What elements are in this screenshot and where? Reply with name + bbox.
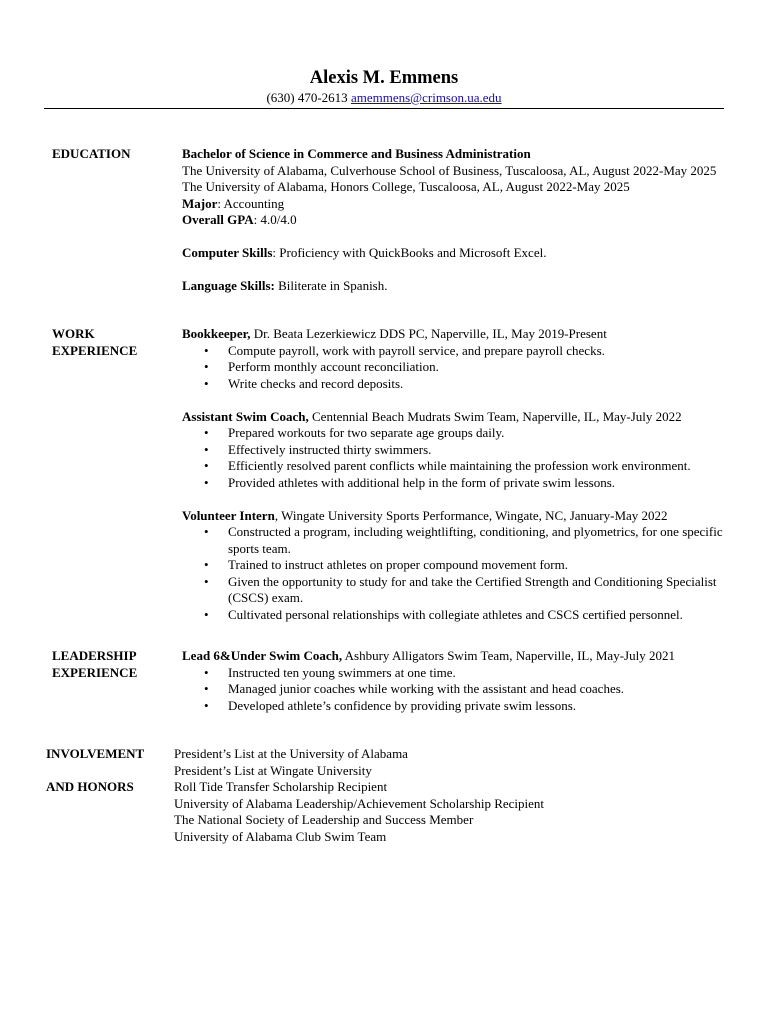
job-details: , Wingate University Sports Performance, Wingate, NC, January-May 2022 [274,507,668,523]
bullet-item: • Developed athlete’s confidence by providing private swim lessons. [182,698,727,715]
contact-line [0,90,768,106]
leadership-label-line2: EXPERIENCE [52,664,138,680]
involvement-label-line2: AND HONORS [46,779,134,794]
bullet-item: • Trained to instruct athletes on proper compound movement form. [182,557,727,574]
leadership-label-line1: LEADERSHIP [52,648,137,663]
job-entry [182,326,727,392]
email-link[interactable]: amemmens@crimson.ua.edu [350,90,502,105]
job-title: Assistant Swim Coach, [182,408,309,424]
involvement-label [46,746,171,796]
leadership-bullets [182,665,727,715]
candidate-name: Alexis M. Emmens [309,68,459,88]
job-details: Centennial Beach Mudrats Swim Team, Naperville, IL, May-July 2022 [308,408,682,424]
bullet-item: • Perform monthly account reconciliation. [182,359,727,376]
job-title: Volunteer Intern [182,507,275,523]
honor-item: University of Alabama Leadership/Achievement Scholarship Recipient [174,795,545,811]
degree: Bachelor of Science in Commerce and Business Administration [182,146,531,161]
job-title: Bookkeeper, [182,326,251,341]
work-experience-content [182,326,727,640]
major-value: : Accounting [217,195,285,211]
gpa-label: Overall GPA [182,212,254,227]
leadership-title: Lead 6&Under Swim Coach, [182,648,343,663]
computer-skills-label: Computer Skills [182,245,273,260]
honor-item: University of Alabama Club Swim Team [174,828,387,844]
honor-item: President’s List at the University of Alabama [174,746,408,761]
leadership-heading [182,648,727,665]
honor-item: The National Society of Leadership and Success Member [174,812,474,827]
involvement-label-line1: INVOLVEMENT [46,746,145,761]
computer-skills-value: : Proficiency with QuickBooks and Microsoft Excel. [272,245,547,260]
bullet-item: • Provided athletes with additional help in the form of private swim lessons. [182,475,727,492]
gpa-value: : 4.0/4.0 [253,212,297,227]
job-heading [182,409,727,426]
bullet-item: • Write checks and record deposits. [182,376,727,393]
bullet-item: • Compute payroll, work with payroll service, and prepare payroll checks. [182,343,727,360]
language-skills-value: Biliterate in Spanish. [274,278,388,293]
language-skills-label: Language Skills: [182,278,275,293]
work-label-line2: EXPERIENCE [52,342,138,358]
bullet-item: • Constructed a program, including weightlifting, conditioning, and plyometrics, for one specific sports team. [182,524,727,557]
resume-header [0,66,768,106]
education-content [182,146,727,295]
work-label-line1: WORK [52,326,95,341]
school-honors: The University of Alabama, Honors College, Tuscaloosa, AL, August 2022-May 2025 [182,179,630,194]
header-divider [44,108,724,109]
job-details: Dr. Beata Lezerkiewicz DDS PC, Naperville, IL, May 2019-Present [250,326,607,341]
gpa-line [182,212,727,229]
education-label: EDUCATION [52,146,131,161]
honor-item: Roll Tide Transfer Scholarship Recipient [174,779,388,794]
phone-number: (630) 470-2613 [266,90,348,105]
computer-skills-line [182,245,727,262]
bullet-item: • Managed junior coaches while working with the assistant and head coaches. [182,681,727,698]
leadership-details: Ashbury Alligators Swim Team, Naperville, IL, May-July 2021 [342,648,675,663]
job-bullets [182,425,727,491]
school-culverhouse: The University of Alabama, Culverhouse School of Business, Tuscaloosa, AL, August 2022-May 2025 [182,162,717,178]
bullet-item: • Efficiently resolved parent conflicts while maintaining the profession work environment. [182,458,727,475]
job-entry [182,409,727,492]
leadership-label [52,648,177,681]
bullet-item: • Effectively instructed thirty swimmers. [182,442,727,459]
job-bullets [182,524,727,623]
work-experience-label [52,326,177,359]
job-heading [182,508,727,525]
job-heading [182,326,727,343]
bullet-item: • Prepared workouts for two separate age groups daily. [182,425,727,442]
involvement-content [174,746,719,845]
job-bullets [182,343,727,393]
major-line [182,196,727,213]
bullet-item: • Instructed ten young swimmers at one time. [182,665,727,682]
bullet-item: • Given the opportunity to study for and take the Certified Strength and Conditioning Specialist (CSCS) exam. [182,574,727,607]
language-skills-line [182,278,727,295]
leadership-content [182,648,727,714]
honor-item: President’s List at Wingate University [174,762,372,778]
job-entry [182,508,727,624]
major-label: Major [182,195,218,211]
bullet-item: • Cultivated personal relationships with collegiate athletes and CSCS certified personnel. [182,607,727,624]
